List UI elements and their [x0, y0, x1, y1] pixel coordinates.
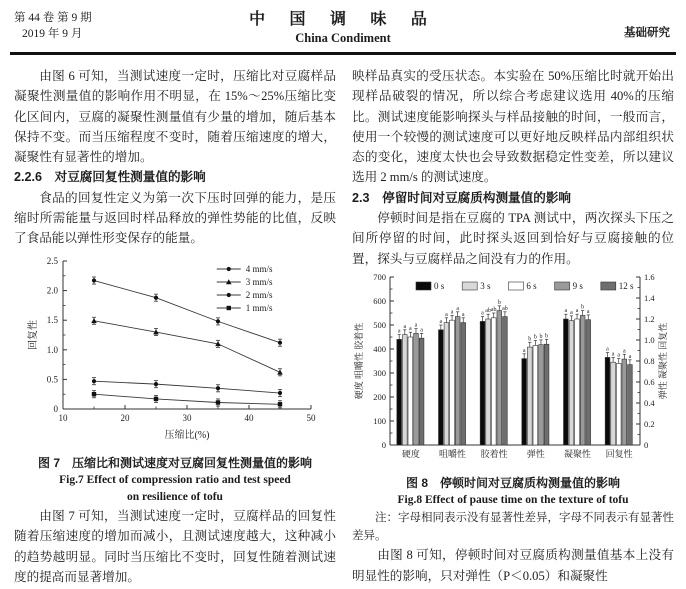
- svg-text:400: 400: [373, 343, 386, 354]
- fig8-note: 注：字母相同表示没有显著性差异，字母不同表示有显著性差异。: [352, 512, 674, 542]
- svg-text:a: a: [622, 348, 626, 355]
- issue-info: [14, 10, 92, 42]
- svg-text:0.2: 0.2: [644, 418, 655, 429]
- svg-text:b: b: [528, 336, 532, 343]
- svg-text:a: a: [461, 311, 465, 318]
- svg-text:a: a: [586, 308, 590, 315]
- svg-text:a: a: [611, 351, 615, 358]
- paragraph: 映样品真实的受压状态。本实验在 50%压缩比时就开始出现样品破裂的情况，所以综合考虑建议选用 40%的压缩比。测试速度能影响探头与样品接触的时间，一般而言，使用一个较慢的测试速度可以更好地反映样品内部组织状态的变化，速度太快也会导致数据稳定性变差，所以建议选用 2 mm/s 的测试速度。: [352, 69, 674, 185]
- svg-text:a: a: [456, 305, 459, 312]
- svg-text:弹性: 弹性: [526, 448, 545, 459]
- svg-text:b: b: [539, 333, 543, 340]
- svg-text:压缩比(%): 压缩比(%): [164, 429, 210, 441]
- paragraph: 停顿时间是指在豆腐的 TPA 测试中，两次探头下压之间所停留的时间，此时探头返回到恰好与豆腐接触的位置，探头与豆腐样品之间没有力的作用。: [352, 211, 674, 266]
- section-heading-226: 2.2.6 对豆腐回复性测量值的影响: [14, 170, 206, 185]
- svg-text:弹性 凝聚性 回复性: 弹性 凝聚性 回复性: [658, 322, 668, 400]
- svg-text:a: a: [439, 318, 443, 325]
- svg-text:回复性: 回复性: [28, 319, 39, 350]
- svg-text:1.5: 1.5: [46, 314, 58, 325]
- svg-text:20: 20: [120, 412, 130, 423]
- svg-text:a: a: [617, 352, 621, 359]
- figure-8: [352, 271, 674, 473]
- svg-text:200: 200: [373, 391, 386, 402]
- svg-text:300: 300: [373, 367, 386, 378]
- fig8-bar-chart: [352, 271, 674, 467]
- journal-title-block: [0, 6, 686, 46]
- svg-text:40: 40: [244, 412, 254, 423]
- svg-text:1.2: 1.2: [644, 313, 655, 324]
- svg-text:咀嚼性: 咀嚼性: [438, 448, 467, 459]
- page-header: [0, 0, 686, 56]
- svg-text:2.5: 2.5: [46, 255, 58, 266]
- fig8-caption-en: Fig.8 Effect of pause time on the texture of tofu: [397, 494, 629, 507]
- svg-text:b: b: [581, 304, 585, 311]
- svg-text:500: 500: [373, 319, 386, 330]
- journal-title-cn: 中 国 调 味 品: [249, 11, 437, 28]
- svg-text:0.8: 0.8: [644, 355, 655, 366]
- svg-text:0: 0: [381, 439, 386, 450]
- svg-text:0.4: 0.4: [644, 397, 655, 408]
- svg-text:硬度 咀嚼性 胶着性: 硬度 咀嚼性 胶着性: [354, 322, 364, 400]
- left-column: [14, 66, 336, 587]
- svg-text:a: a: [575, 308, 579, 315]
- svg-text:a: a: [420, 327, 423, 334]
- svg-text:3 mm/s: 3 mm/s: [245, 276, 273, 287]
- svg-text:6 s: 6 s: [526, 280, 537, 291]
- svg-text:b: b: [545, 333, 549, 340]
- svg-text:4 mm/s: 4 mm/s: [245, 263, 273, 274]
- fig7-line-chart: [25, 251, 325, 447]
- svg-text:a: a: [450, 309, 454, 316]
- svg-text:600: 600: [373, 295, 386, 306]
- svg-text:a: a: [564, 308, 568, 315]
- svg-text:ab: ab: [485, 308, 491, 315]
- fig8-caption-cn: 图 8 停顿时间对豆腐质构测量值的影响: [405, 476, 620, 491]
- right-column: [352, 66, 674, 587]
- svg-text:a: a: [403, 323, 407, 330]
- svg-text:a: a: [570, 309, 573, 316]
- svg-text:0: 0: [644, 439, 649, 450]
- svg-text:0.6: 0.6: [644, 376, 655, 387]
- svg-text:0 s: 0 s: [434, 280, 445, 291]
- svg-text:1.0: 1.0: [644, 334, 655, 345]
- fig7-caption-en2: on resilience of tofu: [127, 490, 223, 503]
- svg-text:2 mm/s: 2 mm/s: [245, 289, 273, 300]
- svg-text:a: a: [414, 322, 418, 329]
- svg-text:a: a: [445, 311, 448, 318]
- svg-text:硬度: 硬度: [401, 448, 420, 459]
- svg-text:3 s: 3 s: [480, 280, 491, 291]
- figure-7: [14, 251, 336, 453]
- paragraph: 由图 6 可知，当测试速度一定时，压缩比对豆腐样品凝聚性测量值的影响作用不明显，在 15%～25%压缩比变化区间内，豆腐的凝聚性测量值有少量的增加，随后基本保持不变。而当压缩程度不变时，随着压缩速度的增大，凝聚性有显著性的增加。: [14, 69, 336, 165]
- svg-text:0.5: 0.5: [46, 374, 58, 385]
- journal-title-en: China Condiment: [295, 31, 391, 45]
- svg-text:ab: ab: [490, 306, 497, 313]
- paragraph: 由图 7 可知，当测试速度一定时，豆腐样品的回复性随着压缩速度的增加而减小，且测试速度越大，这种减小的趋势越明显。同时当压缩比不变时，回复性随着测试速度的提高而显著增加。: [14, 508, 336, 584]
- svg-text:700: 700: [373, 271, 386, 282]
- svg-text:a: a: [481, 310, 484, 317]
- volume-issue: 第 44 卷 第 9 期: [14, 12, 92, 24]
- svg-text:ab: ab: [502, 305, 508, 312]
- svg-text:1.4: 1.4: [644, 292, 655, 303]
- svg-text:回复性: 回复性: [605, 448, 633, 459]
- svg-text:2.0: 2.0: [46, 285, 58, 296]
- issue-date: 2019 年 9 月: [22, 28, 83, 40]
- svg-text:12 s: 12 s: [618, 280, 634, 291]
- fig7-caption-en: Fig.7 Effect of compression ratio and test speed: [59, 473, 291, 486]
- svg-text:30: 30: [182, 412, 192, 423]
- svg-text:b: b: [497, 299, 501, 306]
- section-heading-23: 2.3 停留时间对豆腐质构测量值的影响: [352, 190, 572, 205]
- svg-text:a: a: [628, 353, 632, 360]
- svg-text:a: a: [522, 347, 526, 354]
- svg-text:凝聚性: 凝聚性: [563, 448, 592, 459]
- header-rule: [10, 52, 676, 55]
- svg-text:b: b: [533, 334, 537, 341]
- svg-text:a: a: [397, 328, 401, 335]
- svg-text:100: 100: [373, 415, 386, 426]
- paragraph: 由图 8 可知，停顿时间对豆腐质构测量值基本上没有明显性的影响，只对弹性（P＜0.05）和凝聚性: [352, 548, 674, 583]
- svg-text:0: 0: [53, 403, 58, 414]
- svg-text:1 mm/s: 1 mm/s: [245, 302, 273, 313]
- paragraph: 食品的回复性定义为第一次下压时回弹的能力，是压缩时所需能量与返回时样品释放的弹性势能的比值，反映了食品能以弹性形变保存的能量。: [14, 190, 336, 246]
- section-label: 基础研究: [624, 27, 670, 39]
- fig7-caption-cn: 图 7 压缩比和测试速度对豆腐回复性测量值的影响: [37, 455, 312, 470]
- svg-text:1.0: 1.0: [46, 344, 58, 355]
- svg-text:a: a: [606, 346, 609, 353]
- svg-text:10: 10: [58, 412, 68, 423]
- svg-text:9 s: 9 s: [572, 280, 583, 291]
- svg-text:a: a: [409, 326, 412, 333]
- svg-text:1.6: 1.6: [644, 271, 655, 282]
- svg-text:胶着性: 胶着性: [480, 448, 508, 459]
- svg-text:50: 50: [306, 412, 316, 423]
- article-body: [0, 56, 686, 587]
